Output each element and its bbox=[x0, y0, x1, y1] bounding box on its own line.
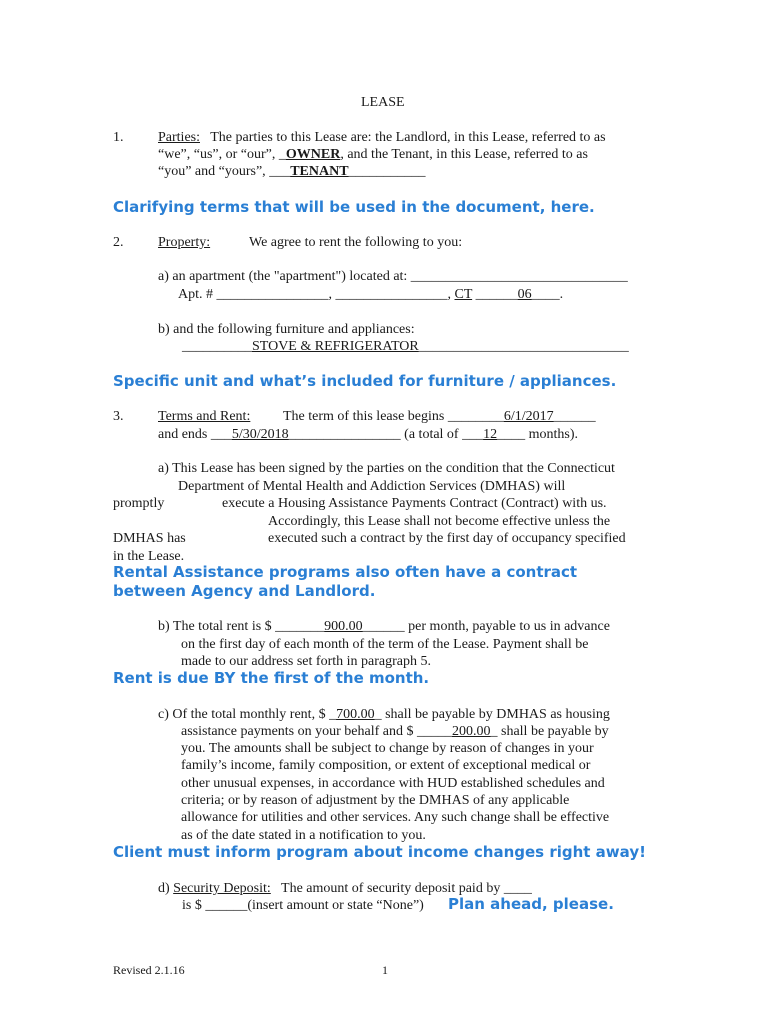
text-line: a) This Lease has been signed by the parties on the condition that the Connecticut bbox=[158, 461, 615, 476]
text-segment: and ends bbox=[158, 427, 208, 442]
text-line: promptly bbox=[113, 496, 165, 511]
furniture-value: STOVE & REFRIGERATOR bbox=[252, 339, 419, 354]
annotation-rental-assistance-2: between Agency and Landlord. bbox=[113, 582, 376, 600]
blank: __________ bbox=[182, 339, 252, 354]
blank: ____ bbox=[497, 427, 526, 442]
section-heading: Terms and Rent: bbox=[158, 409, 251, 424]
blank: ______ bbox=[553, 409, 596, 424]
text-line: family’s income, family composition, or extent of exceptional medical or bbox=[181, 758, 591, 773]
text-line bbox=[158, 146, 588, 163]
term-begin-line bbox=[283, 408, 596, 425]
monthly-rent: 900.00 bbox=[324, 619, 363, 634]
text-line: criteria; or by reason of adjustment by the DMHAS of any applicable bbox=[181, 793, 570, 808]
annotation-unit-furniture: Specific unit and what’s included for furniture / appliances. bbox=[113, 372, 617, 390]
owner-name: OWNER bbox=[285, 147, 341, 162]
zip-value: 06 bbox=[517, 287, 532, 302]
annotation-rental-assistance-1: Rental Assistance programs also often have a contract bbox=[113, 563, 578, 581]
section-number: 1. bbox=[113, 130, 124, 145]
text-line: Accordingly, this Lease shall not become effective unless the bbox=[268, 514, 611, 529]
footer-page-number: 1 bbox=[382, 963, 388, 977]
blank: _______ bbox=[275, 619, 325, 634]
section-heading: Property: bbox=[158, 235, 211, 250]
blank: ___________ bbox=[348, 164, 426, 179]
text-line: made to our address set forth in paragraph 5. bbox=[181, 654, 431, 669]
blank: _ bbox=[374, 707, 382, 722]
text-segment: Apt. # ________________, ________________, bbox=[178, 287, 451, 302]
text-line: as of the date stated in a notification to you. bbox=[181, 828, 426, 843]
text-segment: (a total of bbox=[404, 427, 459, 442]
annotation-rent-due: Rent is due BY the first of the month. bbox=[113, 669, 430, 687]
text-line: allowance for utilities and other services. Any such change shall be effective bbox=[181, 810, 610, 825]
apartment-address-line bbox=[178, 286, 563, 303]
end-date: 5/30/2018 bbox=[231, 427, 289, 442]
start-date: 6/1/2017 bbox=[503, 409, 554, 424]
term-months: 12 bbox=[483, 427, 498, 442]
text-segment: The amount of security deposit paid by ____ bbox=[281, 881, 532, 896]
text-line bbox=[181, 723, 609, 740]
blank: _ bbox=[278, 147, 286, 162]
text-segment: “you” and “yours”, bbox=[158, 164, 266, 179]
blank: ______________________________ bbox=[418, 339, 629, 354]
state-value: CT bbox=[454, 287, 473, 302]
apartment-location-line: a) an apartment (the "apartment") located at: _______________________________ bbox=[158, 269, 628, 284]
furniture-items bbox=[182, 338, 629, 355]
text-segment: d) bbox=[158, 881, 170, 896]
text-segment: b) The total rent is $ bbox=[158, 619, 272, 634]
blank: ______ bbox=[362, 619, 405, 634]
text-line: executed such a contract by the first day of occupancy specified bbox=[268, 531, 626, 546]
furniture-line: b) and the following furniture and appliances: bbox=[158, 322, 415, 337]
text-line: Department of Mental Health and Addiction Services (DMHAS) will bbox=[178, 479, 566, 494]
blank: ________________ bbox=[288, 427, 401, 442]
section-heading bbox=[158, 129, 606, 146]
blank: ___ bbox=[210, 427, 232, 442]
text-segment: c) Of the total monthly rent, $ bbox=[158, 707, 326, 722]
text-line: you. The amounts shall be subject to change by reason of changes in your bbox=[181, 741, 594, 756]
dmhas-amount: 700.00 bbox=[336, 707, 375, 722]
text-segment: “we”, “us”, or “our”, bbox=[158, 147, 276, 162]
text-line: The parties to this Lease are: the Landlord, in this Lease, referred to as bbox=[210, 130, 606, 145]
term-end-line bbox=[158, 426, 578, 443]
text-segment: assistance payments on your behalf and $ bbox=[181, 724, 414, 739]
blank: ______ bbox=[475, 287, 518, 302]
text-line: execute a Housing Assistance Payments Contract (Contract) with us. bbox=[222, 496, 607, 511]
text-line bbox=[158, 618, 610, 635]
text-line: We agree to rent the following to you: bbox=[249, 235, 463, 250]
text-segment: per month, payable to us in advance bbox=[408, 619, 610, 634]
section-number: 3. bbox=[113, 409, 124, 424]
annotation-income-changes: Client must inform program about income changes right away! bbox=[113, 843, 646, 861]
text-segment: The term of this lease begins ________ bbox=[283, 409, 504, 424]
page-title: LEASE bbox=[361, 95, 405, 110]
tenant-amount: 200.00 bbox=[452, 724, 491, 739]
text-line: other unusual expenses, in accordance with HUD established schedules and bbox=[181, 776, 605, 791]
text-segment: shall be payable by DMHAS as housing bbox=[385, 707, 610, 722]
footer-revision: Revised 2.1.16 bbox=[113, 963, 185, 977]
text-line: is $ ______(insert amount or state “None”) bbox=[182, 898, 424, 913]
blank: _ bbox=[490, 724, 498, 739]
annotation-clarifying-terms: Clarifying terms that will be used in the document, here. bbox=[113, 198, 595, 216]
text-line: DMHAS has bbox=[113, 531, 186, 546]
blank: _ bbox=[329, 707, 337, 722]
blank: ___ bbox=[462, 427, 484, 442]
blank: _____ bbox=[417, 724, 452, 739]
section-number: 2. bbox=[113, 235, 124, 250]
blank: ____. bbox=[531, 287, 564, 302]
annotation-plan-ahead: Plan ahead, please. bbox=[448, 895, 614, 913]
text-line: in the Lease. bbox=[113, 549, 185, 564]
text-segment: shall be payable by bbox=[501, 724, 609, 739]
blank: ___ bbox=[269, 164, 291, 179]
heading-parties: Parties: bbox=[158, 130, 200, 145]
text-line bbox=[158, 163, 426, 180]
text-segment: months). bbox=[528, 427, 578, 442]
text-line: on the first day of each month of the term of the Lease. Payment shall be bbox=[181, 637, 589, 652]
heading-security-deposit: Security Deposit: bbox=[173, 881, 271, 896]
tenant-name: TENANT bbox=[290, 164, 349, 179]
text-line bbox=[158, 706, 610, 723]
text-segment: , and the Tenant, in this Lease, referred to as bbox=[340, 147, 588, 162]
